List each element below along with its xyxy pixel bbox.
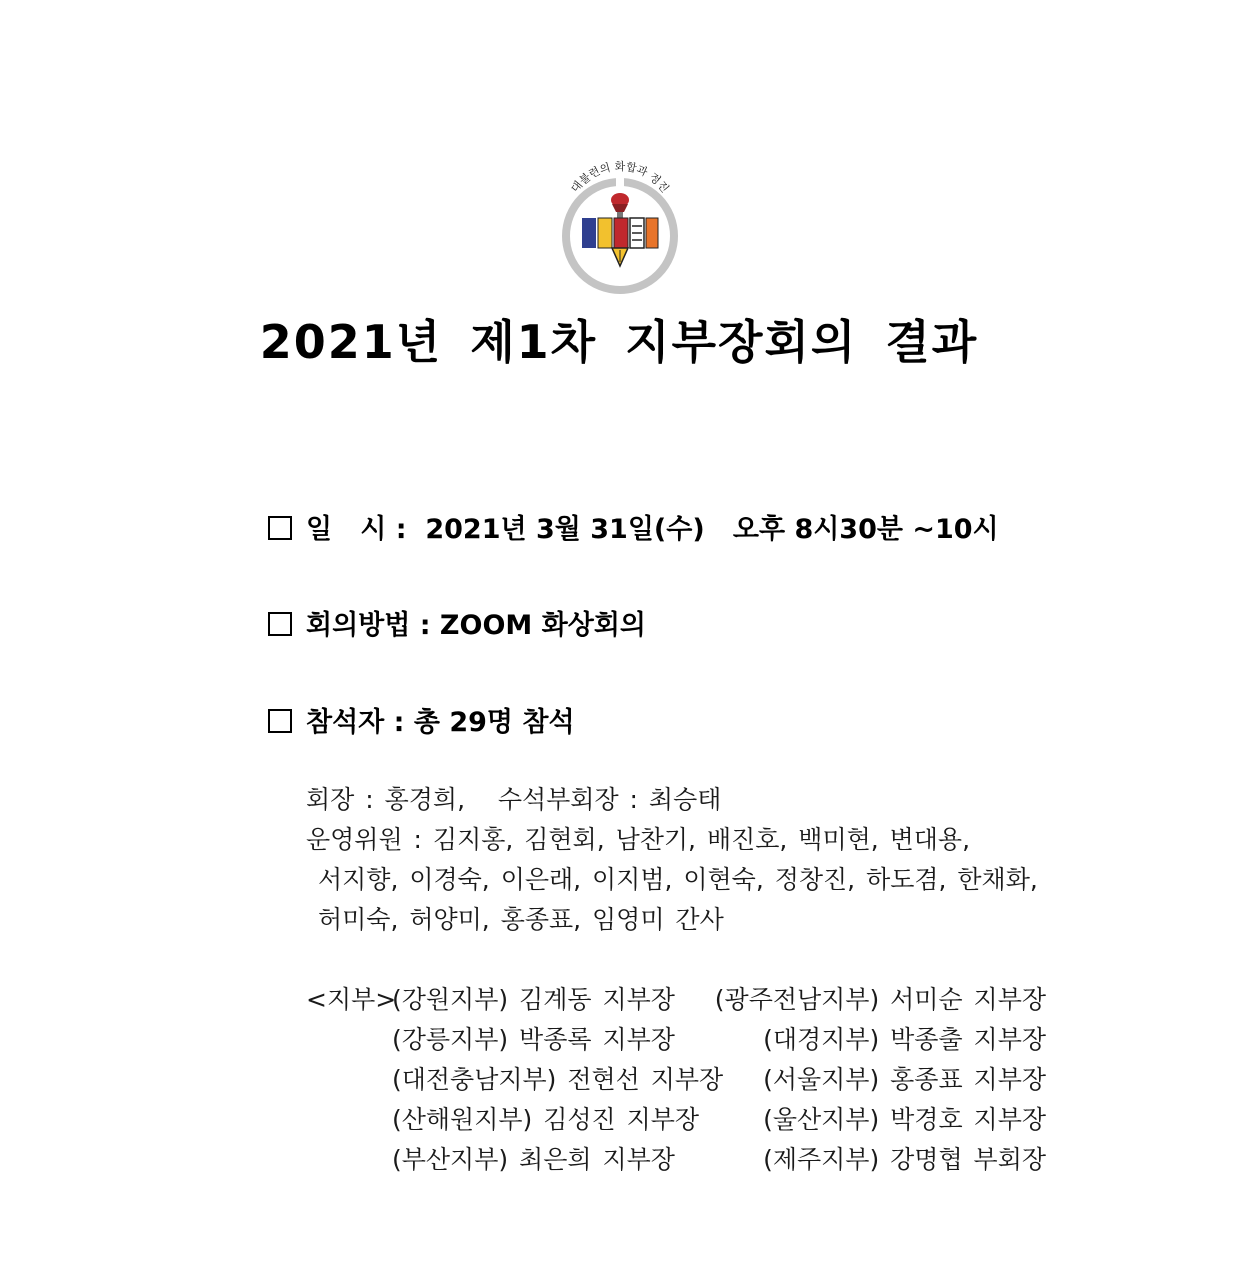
branch-right-2: (대경지부) 박종출 지부장 [763,1025,1046,1054]
checkbox-square-icon [268,612,292,636]
meeting-method-text: 회의방법 : ZOOM 화상회의 [306,610,647,641]
branch-left-1: (강원지부) 김계동 지부장 [392,985,675,1014]
branch-right-1: (광주전남지부) 서미순 지부장 [714,985,1046,1014]
branches-label: <지부> [306,985,397,1014]
attendees-line-4: 허미숙, 허양미, 홍종표, 임영미 간사 [318,905,724,934]
branch-right-5: (제주지부) 강명협 부회장 [763,1145,1046,1174]
branch-left-2: (강릉지부) 박종록 지부장 [392,1025,675,1054]
attendees-line-2: 운영위원 : 김지홍, 김현회, 남찬기, 배진호, 백미현, 변대용, [306,825,971,854]
checkbox-square-icon [268,516,292,540]
svg-text:대불련의 화합과 정진: 대불련의 화합과 정진 [568,160,672,196]
attendees-line-1: 회장 : 홍경희, 수석부회장 : 최승태 [306,785,722,814]
attendees-line-3: 서지향, 이경숙, 이은래, 이지범, 이현숙, 정창진, 하도겸, 한채화, [318,865,1038,894]
section-date-time [268,507,999,546]
section-attendees [268,700,575,739]
date-time-text: 일 시 : 2021년 3월 31일(수) 오후 8시30분 ~10시 [306,514,999,545]
branch-left-3: (대전충남지부) 전현선 지부장 [392,1065,724,1094]
branch-left-4: (산해원지부) 김성진 지부장 [392,1105,700,1134]
branch-left-5: (부산지부) 최은희 지부장 [392,1145,675,1174]
section-meeting-method [268,603,646,642]
branch-right-3: (서울지부) 홍종표 지부장 [763,1065,1046,1094]
attendees-summary-text: 참석자 : 총 29명 참석 [306,707,575,738]
branch-right-4: (울산지부) 박경호 지부장 [763,1105,1046,1134]
document-title: 2021년 제1차 지부장회의 결과 [259,315,979,369]
checkbox-square-icon [268,709,292,733]
organization-logo [552,158,688,294]
